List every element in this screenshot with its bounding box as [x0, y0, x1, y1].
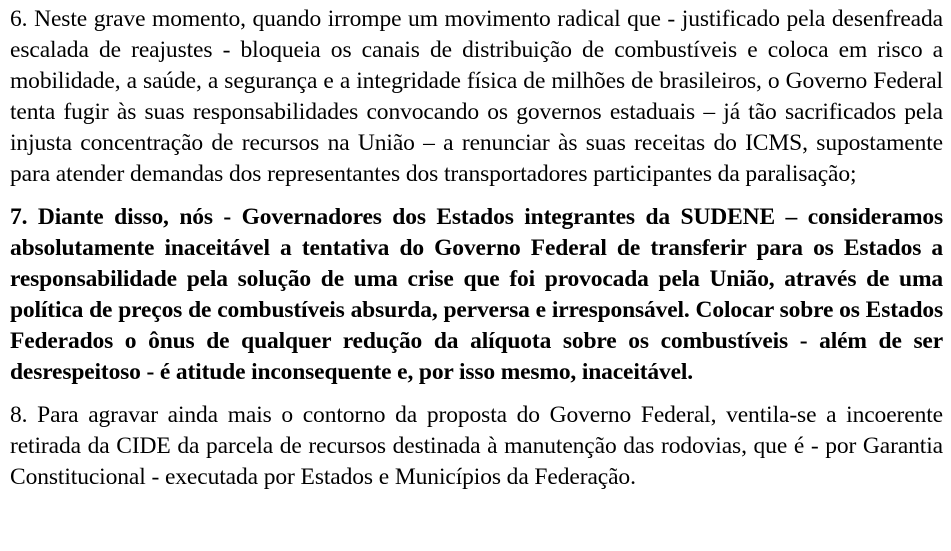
paragraph-text: Neste grave momento, quando irrompe um movimento radical que - justificado pela desenfreada escalada de reajustes - bloqueia os canais de distribuição de combustíveis e coloca em risco a mobilidade, a saúde, a segurança e a integridade física de milhões de brasileiros, o Governo Federal tenta fugir às suas responsabilidades convocando os governos estaduais – já tão sacrificados pela injusta concentração de recursos na União – a renunciar às suas receitas do ICMS, supostamente para atender demandas dos representantes dos transportadores participantes da paralisação; — [10, 6, 943, 187]
paragraph-7 — [10, 202, 943, 388]
paragraph-number: 8. — [10, 402, 28, 428]
paragraph-text: Para agravar ainda mais o contorno da proposta do Governo Federal, ventila-se a incoerente retirada da CIDE da parcela de recursos destinada à manutenção das rodovias, que é - por Garantia Constitucional - executada por Estados e Municípios da Federação. — [10, 402, 943, 490]
paragraph-6 — [10, 4, 943, 190]
paragraph-number: 7. — [10, 204, 28, 230]
paragraph-8 — [10, 400, 943, 493]
paragraph-number: 6. — [10, 6, 28, 32]
paragraph-text: Diante disso, nós - Governadores dos Estados integrantes da SUDENE – consideramos absolutamente inaceitável a tentativa do Governo Federal de transferir para os Estados a responsabilidade pela solução de uma crise que foi provocada pela União, através de uma política de preços de combustíveis absurda, perversa e irresponsável. Colocar sobre os Estados Federados o ônus de qualquer redução da alíquota sobre os combustíveis - além de ser desrespeitoso - é atitude inconsequente e, por isso mesmo, inaceitável. — [10, 204, 943, 385]
